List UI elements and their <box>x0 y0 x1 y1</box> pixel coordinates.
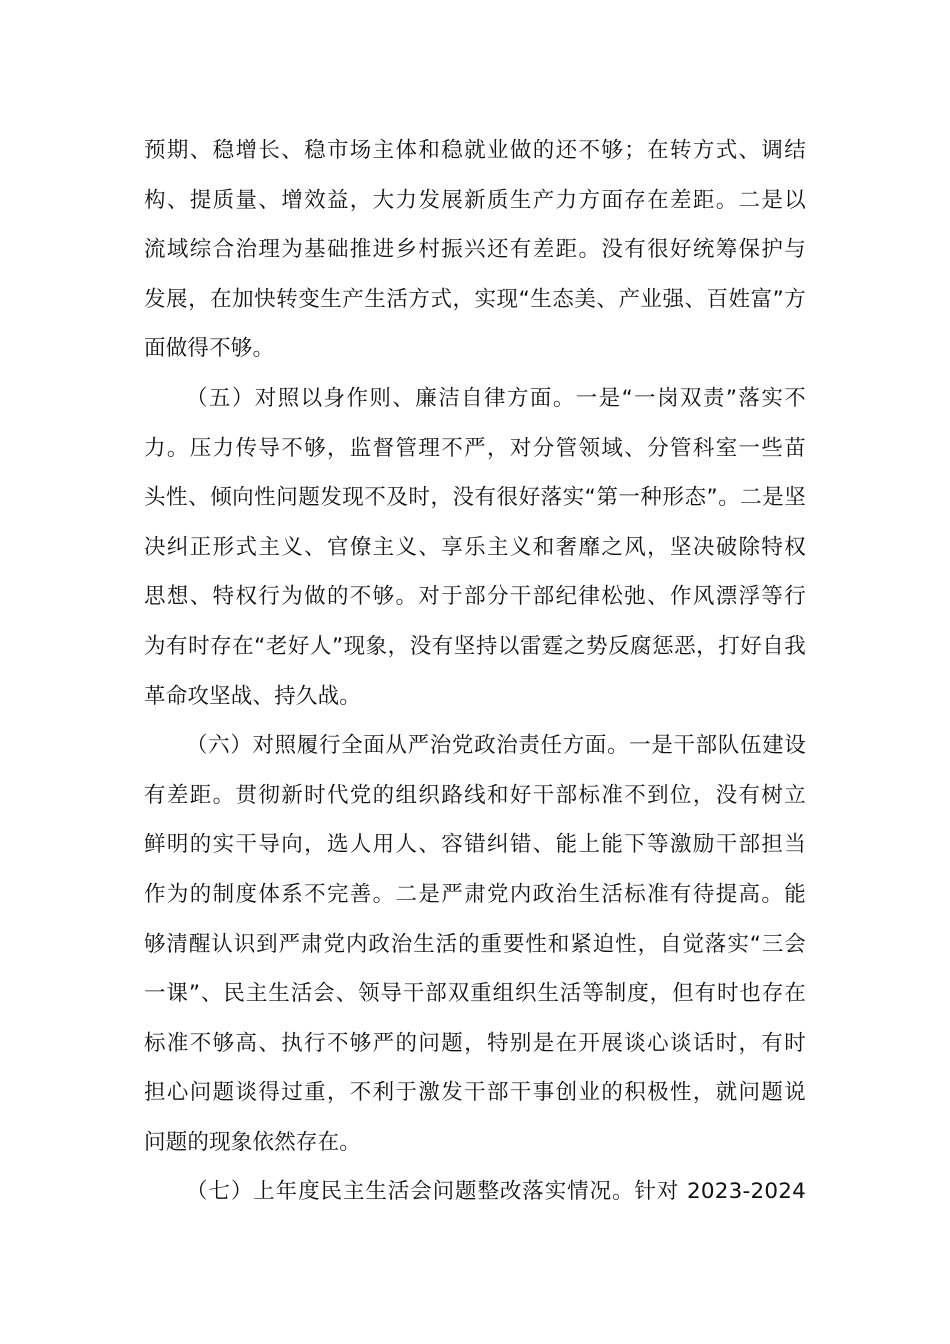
text-line: 力。压力传导不够，监督管理不严，对分管领域、分管科室一些苗 <box>144 435 806 461</box>
text-line: 问题的现象依然存在。 <box>144 1129 362 1155</box>
text-line: 预期、稳增长、稳市场主体和稳就业做的还不够；在转方式、调结 <box>144 138 806 163</box>
text-line: 为有时存在“老好人”现象，没有坚持以雷霆之势反腐惩恶，打好自我 <box>144 633 806 659</box>
paragraph-section-five <box>144 374 806 721</box>
document-body <box>144 126 806 1217</box>
text-line: 面做得不够。 <box>144 336 275 362</box>
text-line: 思想、特权行为做的不够。对于部分干部纪律松弛、作风漂浮等行 <box>144 584 806 610</box>
text-line: 有差距。贯彻新时代党的组织路线和好干部标准不到位，没有树立 <box>144 782 806 808</box>
text-line: 一课”、民主生活会、领导干部双重组织生活等制度，但有时也存在 <box>144 981 806 1007</box>
text-line: （五）对照以身作则、廉洁自律方面。一是“一岗双责”落实不 <box>186 385 806 411</box>
text-line: 够清醒认识到严肃党内政治生活的重要性和紧迫性，自觉落实“三会 <box>144 931 806 957</box>
text-line: 头性、倾向性问题发现不及时，没有很好落实“第一种形态”。二是坚 <box>144 485 806 511</box>
paragraph-section-seven <box>144 1167 806 1217</box>
text-line: 标准不够高、执行不够严的问题，特别是在开展谈心谈话时，有时 <box>144 1030 806 1056</box>
paragraph-continuation <box>144 126 806 374</box>
text-line: （六）对照履行全面从严治党政治责任方面。一是干部队伍建设 <box>186 733 806 759</box>
text-line: 构、提质量、增效益，大力发展新质生产力方面存在差距。二是以 <box>144 187 806 213</box>
text-line: 决纠正形式主义、官僚主义、享乐主义和奢靡之风，坚决破除特权 <box>144 534 806 560</box>
text-line: 发展，在加快转变生产生活方式，实现“生态美、产业强、百姓富”方 <box>144 286 806 312</box>
text-line: 流域综合治理为基础推进乡村振兴还有差距。没有很好统筹保护与 <box>144 237 806 263</box>
text-line: （七）上年度民主生活会问题整改落实情况。针对 2023-2024 <box>186 1179 806 1205</box>
text-line: 革命攻坚战、持久战。 <box>144 683 362 709</box>
text-line: 担心问题谈得过重，不利于激发干部干事创业的积极性，就问题说 <box>144 1080 806 1106</box>
text-line: 鲜明的实干导向，选人用人、容错纠错、能上能下等激励干部担当 <box>144 832 806 858</box>
paragraph-section-six <box>144 721 806 1167</box>
text-line: 作为的制度体系不完善。二是严肃党内政治生活标准有待提高。能 <box>144 881 806 907</box>
